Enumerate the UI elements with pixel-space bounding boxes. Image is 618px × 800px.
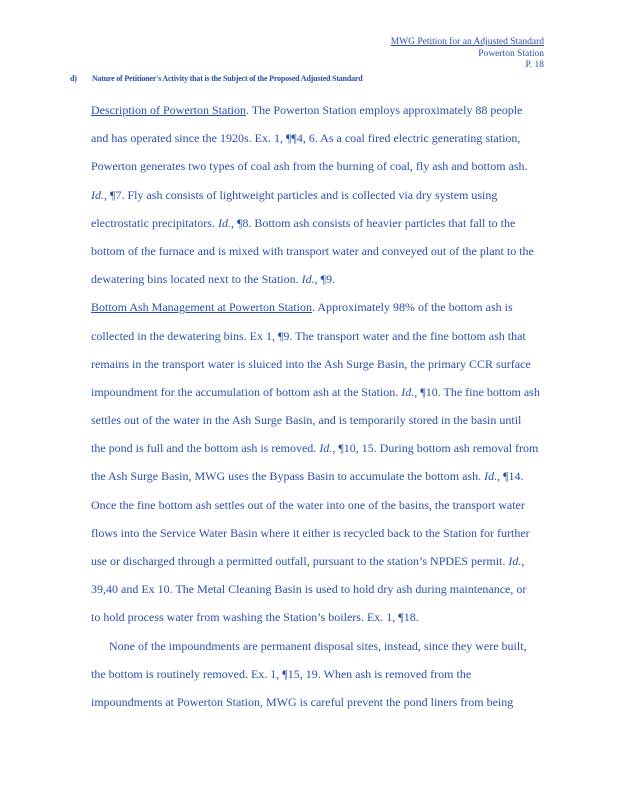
citation-id: Id.	[508, 554, 522, 568]
subheading-bottom-ash: Bottom Ash Management at Powerton Station	[91, 300, 312, 315]
header-title: MWG Petition for an Adjusted Standard	[390, 37, 544, 47]
body-line	[91, 322, 587, 350]
line-text: the Ash Surge Basin, MWG uses the Bypass Basin to accumulate the bottom ash.	[91, 469, 485, 484]
section-heading	[70, 74, 363, 83]
line-text: . Approximately 98% of the bottom ash is	[311, 300, 513, 315]
line-text: impoundment for the accumulation of bottom ash at the Station.	[91, 384, 402, 399]
running-header	[391, 37, 544, 72]
body-line	[91, 350, 587, 378]
line-text: dewatering bins located next to the Station.	[91, 272, 302, 287]
line-text: bottom of the furnace and is mixed with transport water and conveyed out of the plant to the	[91, 243, 534, 258]
body-line	[91, 378, 587, 406]
line-text: the bottom is routinely removed. Ex. 1, ¶15, 19. When ash is removed from the	[91, 666, 472, 681]
citation-id: Id.	[319, 441, 333, 456]
line-text: . The Powerton Station employs approximately 88 people	[245, 103, 523, 117]
citation-id: Id.	[484, 469, 498, 484]
citation-id: Id.	[401, 384, 415, 399]
body-line	[91, 434, 587, 462]
line-text: electrostatic precipitators.	[91, 215, 218, 230]
line-text: , ¶10, 15. During bottom ash removal from	[332, 441, 539, 456]
body-line	[91, 181, 587, 209]
section-title: Nature of Petitioner's Activity that is the Subject of the Proposed Adjusted Standard	[91, 74, 363, 83]
body-line	[91, 265, 587, 293]
body-line	[91, 603, 587, 631]
line-text: Powerton generates two types of coal ash from the burning of coal, fly ash and bottom ash.	[91, 159, 528, 174]
body-line	[91, 547, 587, 575]
subheading-description: Description of Powerton Station	[91, 103, 246, 117]
line-text: , ¶9.	[314, 272, 336, 287]
line-text: remains in the transport water is sluiced into the Ash Surge Basin, the primary CCR surface	[91, 356, 531, 371]
line-text: impoundments at Powerton Station, MWG is careful prevent the pond liners from being	[91, 694, 514, 709]
document-body	[91, 96, 587, 716]
line-text: , ¶10. The fine bottom ash	[414, 384, 540, 399]
citation-id: Id.	[301, 272, 315, 287]
body-line	[91, 688, 587, 716]
line-text: and has operated since the 1920s. Ex. 1, ¶¶4, 6. As a coal fired electric generating station,	[91, 131, 521, 146]
body-line	[91, 491, 587, 519]
body-line	[91, 96, 587, 124]
header-station: Powerton Station	[478, 48, 544, 59]
body-line	[91, 209, 587, 237]
body-line	[91, 462, 587, 490]
body-line	[91, 237, 587, 265]
body-line	[91, 660, 587, 688]
section-label: d)	[70, 74, 77, 83]
body-line	[91, 519, 587, 547]
body-line	[91, 406, 587, 434]
line-text: Once the fine bottom ash settles out of the water into one of the basins, the transport water	[91, 497, 525, 512]
line-text: 39,40 and Ex 10. The Metal Cleaning Basin is used to hold dry ash during maintenance, or	[91, 582, 527, 597]
body-line	[91, 632, 587, 660]
line-text: use or discharged through a permitted outfall, pursuant to the station’s NPDES permit.	[91, 554, 509, 568]
line-text: settles out of the water in the Ash Surge Basin, and is temporarily stored in the basin until	[91, 413, 522, 428]
header-page-number: P. 18	[525, 60, 544, 70]
body-line	[91, 293, 587, 321]
line-text: collected in the dewatering bins. Ex 1, ¶9. The transport water and the fine bottom ash that	[91, 328, 526, 343]
citation-id: Id.	[217, 215, 231, 230]
line-text: ,	[521, 554, 525, 568]
body-line	[91, 152, 587, 180]
line-text: to hold process water from washing the Station’s boilers. Ex. 1, ¶18.	[91, 610, 419, 625]
body-line	[91, 124, 587, 152]
line-text: , ¶7. Fly ash consists of lightweight particles and is collected via dry system using	[104, 187, 498, 202]
line-text: , ¶14.	[497, 469, 524, 484]
line-text: flows into the Service Water Basin where it either is recycled back to the Station for further	[91, 525, 530, 540]
line-text: None of the impoundments are permanent disposal sites, instead, since they were built,	[109, 638, 527, 653]
line-text: the pond is full and the bottom ash is removed.	[91, 441, 320, 456]
citation-id: Id.	[91, 187, 104, 202]
body-line	[91, 575, 587, 603]
line-text: , ¶8. Bottom ash consists of heavier particles that fall to the	[230, 215, 516, 230]
